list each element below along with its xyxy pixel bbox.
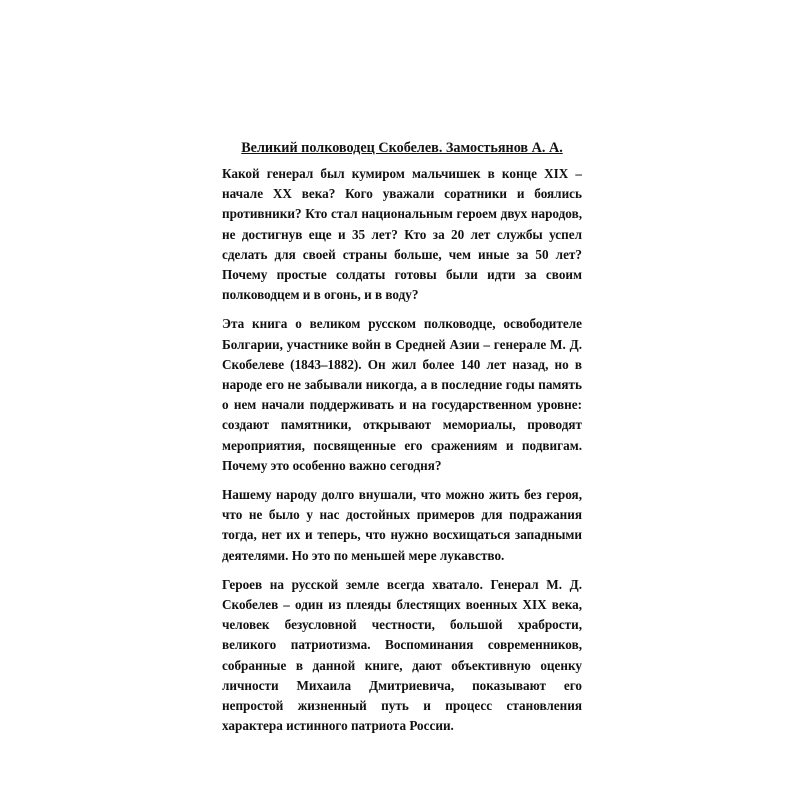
paragraph-2: Эта книга о великом русском полководце, освободителе Болгарии, участнике войн в Средней Азии – генерале М. Д. Скобелеве (1843–1882). Он жил более 140 лет назад, но в народе его не забывали никогда, а в последние годы память о нем начали поддерживать и на государственном уровне: создают памятники, открывают мемориалы, проводят мероприятия, посвященные его сражениям и подвигам. Почему это особенно важно сегодня? (222, 316, 582, 473)
document-title: Великий полководец Скобелев. Замостьянов А. А. (241, 140, 563, 156)
paragraph-1: Какой генерал был кумиром мальчишек в конце XIX – начале XX века? Кого уважали соратники и боялись противники? Кто стал национальным героем двух народов, не достигнув еще и 35 лет? Кто за 20 лет службы успел сделать для своей страны больше, чем иные за 50 лет? Почему простые солдаты готовы были идти за своим полководцем и в огонь, и в воду? (222, 166, 582, 303)
paragraph-4: Героев на русской земле всегда хватало. Генерал М. Д. Скобелев – один из плеяды блестящих военных XIX века, человек безусловной честности, большой храбрости, великого патриотизма. Воспоминания современников, собранные в данной книге, дают объективную оценку личности Михаила Дмитриевича, показывают его непростой жизненный путь и процесс становления характера истинного патриота России. (222, 576, 582, 734)
document-page (222, 138, 582, 745)
paragraph-3: Нашему народу долго внушали, что можно жить без героя, что не было у нас достойных примеров для подражания тогда, нет их и теперь, что нужно восхищаться западными деятелями. Но это по меньшей мере лукавство. (222, 487, 582, 563)
